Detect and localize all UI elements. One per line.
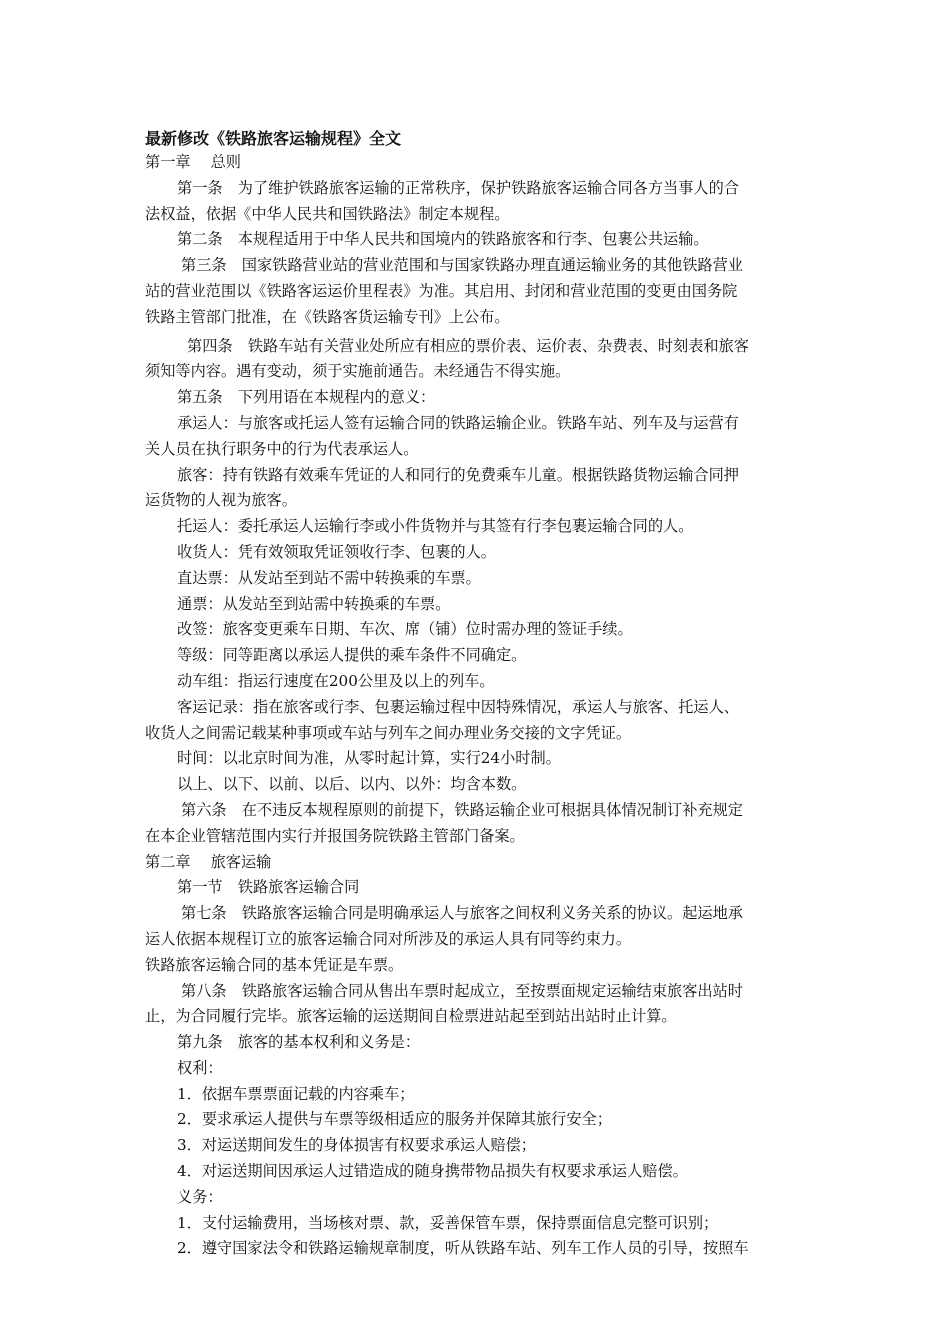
text-line: 第一章 总则 [145,153,241,171]
text-line: 改签：旅客变更乘车日期、车次、席（铺）位时需办理的签证手续。 [177,620,633,639]
text-line: 在本企业管辖范围内实行并报国务院铁路主管部门备案。 [145,826,525,845]
text-line: 承运人：与旅客或托运人签有运输合同的铁路运输企业。铁路车站、列车及与运营有 [177,413,739,432]
document-text [145,150,810,1262]
text-line: 第一节 铁路旅客运输合同 [177,878,360,897]
text-line: 2．遵守国家法令和铁路运输规章制度，听从铁路车站、列车工作人员的引导，按照车 [177,1239,749,1258]
text-line: 时间：以北京时间为准，从零时起计算，实行24小时制。 [177,749,561,768]
text-line: 通票：从发站至到站需中转换乘的车票。 [177,594,451,613]
text-line: 4．对运送期间因承运人过错造成的随身携带物品损失有权要求承运人赔偿。 [177,1162,688,1181]
text-line: 铁路旅客运输合同的基本凭证是车票。 [145,955,404,974]
text-line: 第一条 为了维护铁路旅客运输的正常秩序，保护铁路旅客运输合同各方当事人的合 [177,178,739,197]
text-line: 第八条 铁路旅客运输合同从售出车票时起成立，至按票面规定运输结束旅客出站时 [181,981,743,1000]
text-line: 须知等内容。遇有变动，须于实施前通告。未经通告不得实施。 [145,362,571,381]
text-line: 关人员在执行职务中的行为代表承运人。 [145,439,419,458]
text-line: 2．要求承运人提供与车票等级相适应的服务并保障其旅行安全； [177,1110,612,1129]
text-line: 第二章 旅客运输 [145,852,272,871]
text-line: 第七条 铁路旅客运输合同是明确承运人与旅客之间权利义务关系的协议。起运地承 [181,904,743,923]
text-line: 1．支付运输费用，当场核对票、款，妥善保管车票，保持票面信息完整可识别； [177,1213,719,1232]
text-line: 收货人之间需记载某种事项或车站与列车之间办理业务交接的文字凭证。 [145,723,631,742]
text-line: 第四条 铁路车站有关营业处所应有相应的票价表、运价表、杂费表、时刻表和旅客 [187,336,749,355]
text-line: 法权益，依据《中华人民共和国铁路法》制定本规程。 [145,204,510,223]
text-line: 第三条 国家铁路营业站的营业范围和与国家铁路办理直通运输业务的其他铁路营业 [181,256,743,275]
text-line: 3．对运送期间发生的身体损害有权要求承运人赔偿； [177,1136,536,1155]
text-line: 铁路主管部门批准，在《铁路客货运输专刊》上公布。 [145,307,510,326]
text-line: 止，为合同履行完毕。旅客运输的运送期间自检票进站起至到站出站时止计算。 [145,1007,677,1026]
text-line: 旅客：持有铁路有效乘车凭证的人和同行的免费乘车儿童。根据铁路货物运输合同押 [177,465,739,484]
text-line: 第五条 下列用语在本规程内的意义： [177,388,436,407]
text-line: 第六条 在不违反本规程原则的前提下，铁路运输企业可根据具体情况制订补充规定 [181,800,743,819]
text-line: 站的营业范围以《铁路客运运价里程表》为准。其启用、封闭和营业范围的变更由国务院 [145,281,738,300]
text-line: 权利： [177,1058,223,1077]
text-line: 运人依据本规程订立的旅客运输合同对所涉及的承运人具有同等约束力。 [145,929,631,948]
text-line: 运货物的人视为旅客。 [145,491,297,510]
text-line: 第九条 旅客的基本权利和义务是： [177,1033,420,1052]
document-title: 最新修改《铁路旅客运输规程》全文 [145,129,402,148]
text-line: 第二条 本规程适用于中华人民共和国境内的铁路旅客和行李、包裹公共运输。 [177,230,709,249]
text-line: 等级：同等距离以承运人提供的乘车条件不同确定。 [177,646,527,665]
document-body [145,128,810,1262]
text-line: 客运记录：指在旅客或行李、包裹运输过程中因特殊情况，承运人与旅客、托运人、 [177,697,739,716]
text-line: 托运人：委托承运人运输行李或小件货物并与其签有行李包裹运输合同的人。 [177,517,694,536]
text-line: 收货人：凭有效领取凭证领收行李、包裹的人。 [177,542,496,561]
text-line: 1．依据车票票面记载的内容乘车； [177,1084,415,1103]
text-line: 义务： [177,1187,223,1206]
text-line: 直达票：从发站至到站不需中转换乘的车票。 [177,568,481,587]
text-line: 以上、以下、以前、以后、以内、以外：均含本数。 [177,775,527,794]
text-line: 动车组：指运行速度在200公里及以上的列车。 [177,671,495,690]
